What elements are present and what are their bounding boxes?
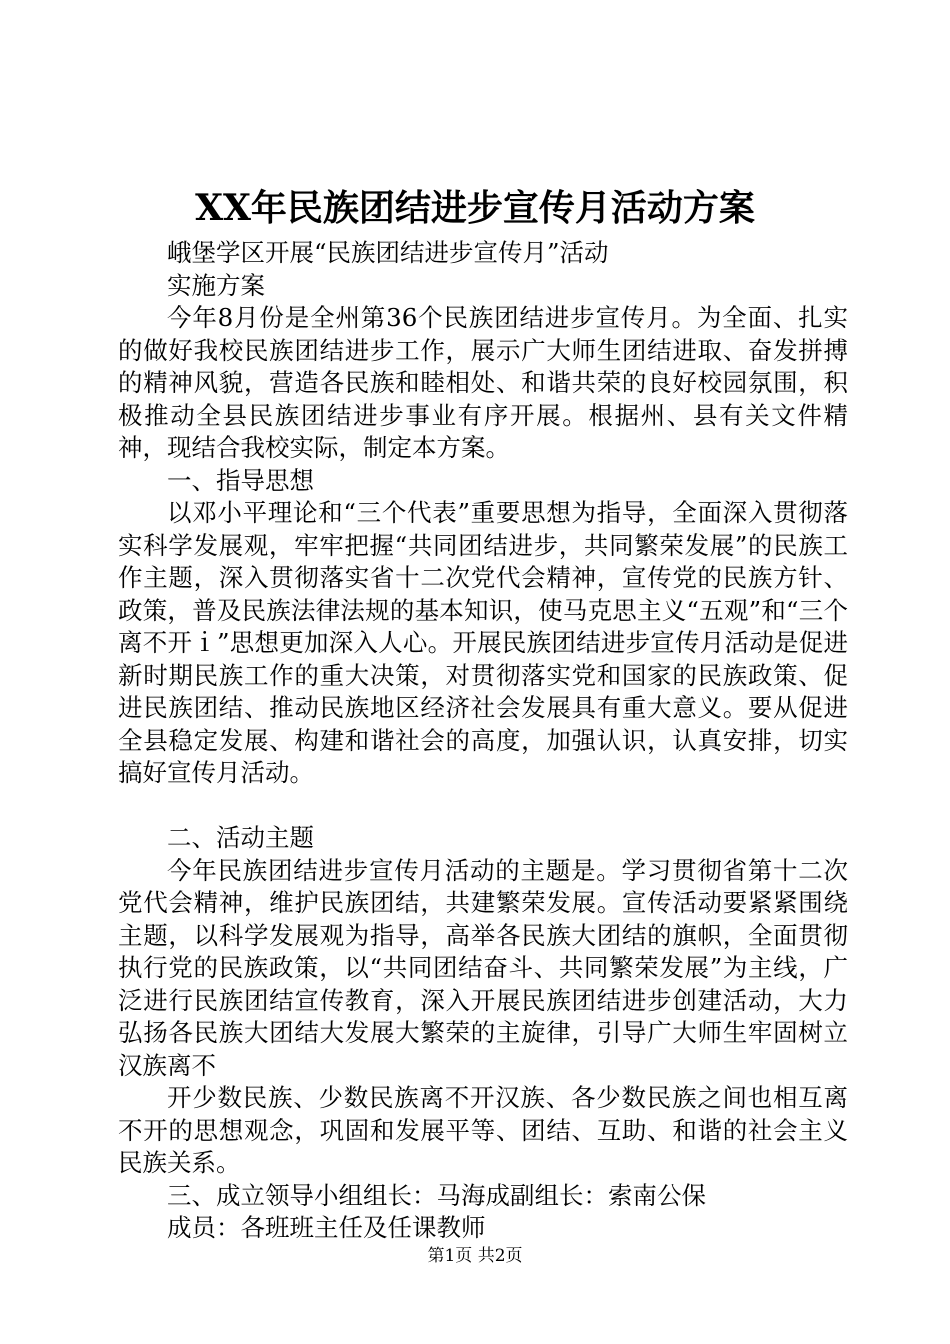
paragraph-members: 成员：各班班主任及任课教师 <box>167 1213 486 1242</box>
document-title: XX年民族团结进步宣传月活动方案 <box>195 187 755 229</box>
paragraph-guiding-ideology: 以邓小平理论和“三个代表”重要思想为指导，全面深入贯彻落实科学发展观，牢牢把握“共同团结进步，共同繁荣发展”的民族工作主题，深入贯彻落实省十二次党代会精神，宣传党的民族方针、政策，普及民族法律法规的基本知识，使马克思主义“五观”和“三个离不开ｉ”思想更加深入人心。开展民族团结进步宣传月活动是促进新时期民族工作的重大决策，对贯彻落实党和国家的民族政策、促进民族团结、推动民族地区经济社会发展具有重大意义。要从促进全县稳定发展、构建和谐社会的高度，加强认识，认真安排，切实搞好宣传月活动。 <box>118 498 848 787</box>
heading-leadership-group: 三、成立领导小组组长：马海成副组长：索南公保 <box>167 1180 706 1210</box>
document-body <box>118 237 848 1245</box>
paragraph-subtitle-2: 实施方案 <box>167 270 265 300</box>
paragraph-subtitle-1: 峨堡学区开展“民族团结进步宣传月”活动 <box>167 238 609 267</box>
paragraph-intro: 今年8月份是全州第36个民族团结进步宣传月。为全面、扎实的做好我校民族团结进步工作，展示广大师生团结进取、奋发拼搏的精神风貌，营造各民族和睦相处、和谐共荣的良好校园氛围，积极推动全县民族团结进步事业有序开展。根据州、县有关文件精神，现结合我校实际，制定本方案。 <box>118 303 848 462</box>
heading-guiding-ideology: 一、指导思想 <box>167 465 314 495</box>
heading-activity-theme: 二、活动主题 <box>167 823 314 852</box>
paragraph-activity-theme: 今年民族团结进步宣传月活动的主题是。学习贯彻省第十二次党代会精神，维护民族团结，共建繁荣发展。宣传活动要紧紧围绕主题，以科学发展观为指导，高举各民族大团结的旗帜，全面贯彻执行党的民族政策，以“共同团结奋斗、共同繁荣发展”为主线，广泛进行民族团结宣传教育，深入开展民族团结进步创建活动，大力弘扬各民族大团结大发展大繁荣的主旋律，引导广大师生牢固树立汉族离不 <box>118 855 848 1080</box>
paragraph-activity-theme-cont: 开少数民族、少数民族离不开汉族、各少数民族之间也相互离不开的思想观念，巩固和发展平等、团结、互助、和谐的社会主义民族关系。 <box>118 1083 848 1177</box>
blank-line <box>118 790 848 823</box>
page-number: 第1页 共2页 <box>427 1246 523 1266</box>
